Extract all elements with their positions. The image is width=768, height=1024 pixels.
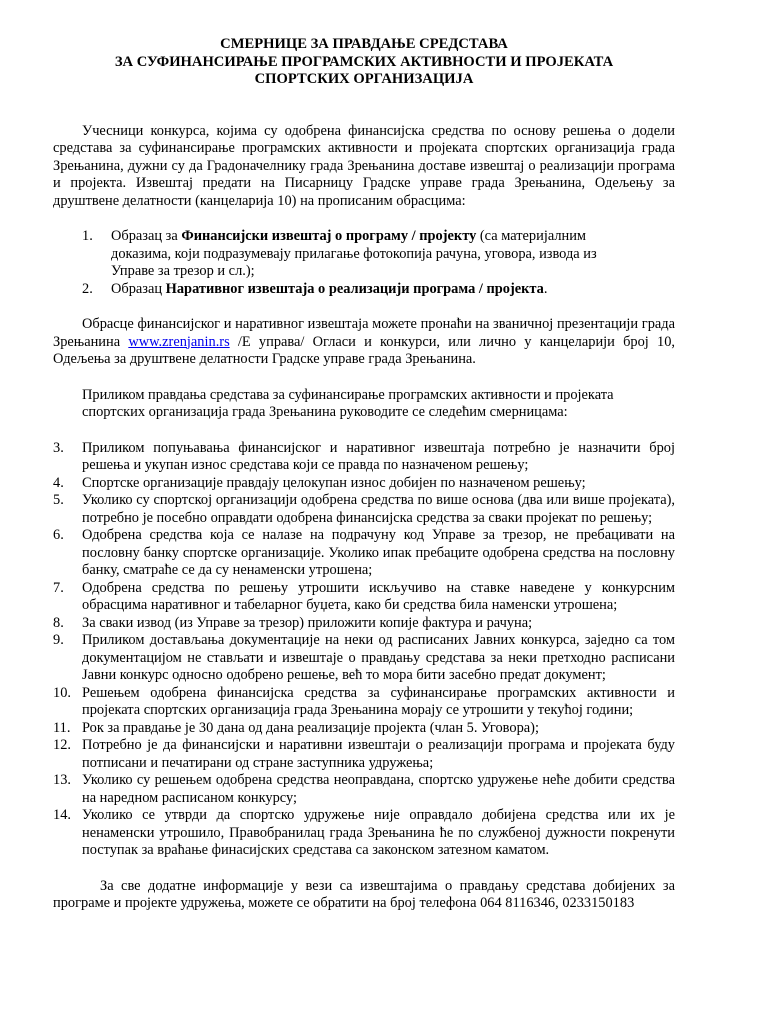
forms-list	[82, 228, 642, 298]
guideline-text: Спортске организације правдају целокупан износ добијен по назначеном решењу;	[82, 474, 586, 491]
guideline-item	[53, 632, 675, 685]
form-name-narrative: Наративног извештаја о реализацији програма / пројекта	[165, 280, 544, 297]
guideline-item	[53, 720, 675, 738]
guideline-text: Уколико су спортској организацији одобрена средства по више основа (два или више пројеката), потребно је посебно оправдати одобрена финансијска средства за сваки пројекат по решењу;	[82, 492, 675, 526]
title-line-2: ЗА СУФИНАНСИРАЊЕ ПРОГРАМСКИХ АКТИВНОСТИ И ПРОЈЕКАТА	[114, 53, 614, 70]
list-item	[82, 281, 642, 299]
guideline-item	[53, 737, 675, 772]
list-item-number: 1.	[82, 228, 93, 244]
guideline-number: 8.	[53, 614, 64, 631]
guideline-text: Рок за правдање је 30 дана од дана реализације пројекта (члан 5. Уговора);	[82, 719, 539, 736]
title-line-3: СПОРТСКИХ ОРГАНИЗАЦИЈА	[254, 71, 474, 87]
contact-paragraph: За све додатне информације у вези са извештајима о правдању средстава добијених за програме и пројекте удружења, можете се обратити на број телефона 064 8116346, 0233150183	[53, 877, 675, 911]
guideline-number: 7.	[53, 579, 64, 596]
guideline-item	[53, 772, 675, 807]
guideline-item	[53, 475, 675, 493]
title-line-1: СМЕРНИЦЕ ЗА ПРАВДАЊЕ СРЕДСТАВА	[220, 36, 508, 52]
guideline-item	[53, 615, 675, 633]
guideline-number: 11.	[53, 719, 71, 736]
guideline-number: 6.	[53, 527, 64, 543]
list-item-number: 2.	[82, 280, 93, 297]
guidelines-lead-paragraph: Приликом правдања средстава за суфинансирање програмских активности и пројеката спортских организација града Зрењанина руководите се следећим смерницама:	[82, 386, 614, 420]
guideline-text: Решењем одобрена финансијска средства за суфинансирање програмских активности и пројеката спортских организација града Зрењанина морају се утрошити у текућој години;	[82, 684, 675, 718]
guideline-item	[53, 807, 675, 860]
guideline-text: За сваки извод (из Управе за трезор) приложити копије фактура и рачуна;	[82, 614, 533, 631]
guideline-text: Потребно је да финансијски и наративни извештаји о реализацији програма и пројеката буду потписани и печатирани од стране заступника удружења;	[82, 737, 675, 771]
guideline-text: Одобрена средства по решењу утрошити искључиво на ставке наведене у конкурсним обрасцима наративног и табеларног буџета, како би средства била наменски утрошена;	[82, 579, 675, 613]
guideline-item	[53, 440, 675, 475]
guideline-number: 9.	[53, 632, 64, 648]
forms-paragraph: Обрасце финансијског и наративног извештаја можете пронаћи на званичној презентацији града Зрењанина www.zrenjanin.rs /Е управа/ Огласи и конкурси, или лично у канцеларији број 10, Одељења за друштвене делатности Градске управе града Зрењанина.	[53, 316, 675, 367]
guideline-number: 12.	[53, 737, 71, 753]
guideline-number: 4.	[53, 474, 64, 491]
guideline-item	[53, 685, 675, 720]
guideline-number: 5.	[53, 492, 64, 508]
document-title	[53, 36, 675, 89]
document-page	[53, 36, 675, 913]
guideline-text: Приликом попуњавања финансијског и наративног извештаја потребно је назначити број решења и укупан износ средстава који се правда по назначеном решењу;	[82, 439, 675, 473]
guideline-number: 10.	[53, 684, 71, 701]
guideline-text: Приликом достављања документације на неки од расписаних Јавних конкурса, заједно са том документацијом не стављати и извештаје о правдању средстава за неки претходно расписани Јавни конкурс односно одобрено решење, већ то мора бити засебно предат документ;	[82, 632, 675, 683]
guideline-item	[53, 492, 675, 527]
guideline-number: 13.	[53, 772, 71, 788]
intro-paragraph: Учесници конкурса, којима су одобрена финансијска средства по основу решења о додели средстава за суфинансирање програмских активности и пројеката спортских организација града Зрењанина, дужни су да Градоначелнику града Зрењанина доставе извештај о реализацији програма и пројекта. Извештај предати на Писарницу Градске управе града Зрењанина, Одељењу за друштвене делатности (канцеларија 10) на прописаним обрасцима:	[53, 122, 675, 209]
list-item	[82, 228, 642, 281]
form-name-financial: Финансијски извештај о програму / пројекту	[181, 228, 477, 244]
guideline-number: 14.	[53, 807, 71, 823]
guideline-number: 3.	[53, 439, 64, 456]
list-item-text: Образац за Финансијски извештај о програму / пројекту (са материјалним доказима, који подразумевају прилагање фотокопија рачуна, уговора, извода из Управе за трезор и сл.);	[111, 228, 597, 279]
guideline-item	[53, 527, 675, 580]
guidelines-list	[53, 440, 675, 860]
guideline-item	[53, 580, 675, 615]
zrenjanin-website-link[interactable]: www.zrenjanin.rs	[128, 333, 230, 350]
guideline-text: Уколико су решењем одобрена средства неоправдана, спортско удружење неће добити средства на наредном расписаном конкурсу;	[82, 772, 675, 806]
guideline-text: Одобрена средства која се налазе на подрачуну код Управе за трезор, не пребацивати на пословну банку спортске организације. Уколико ипак пребаците одобрена средства на пословну банку, сматраће се да су ненаменски утрошена;	[82, 527, 675, 578]
guideline-text: Уколико се утврди да спортско удружење није оправдало добијена средства или их је ненаменски утрошило, Правобранилац града Зрењанина ће по службеној дужности покренути поступак за враћање финасијских средстава са законском затезном каматом.	[82, 807, 675, 858]
list-item-text: Образац Наративног извештаја о реализацији програма / пројекта.	[111, 280, 548, 297]
